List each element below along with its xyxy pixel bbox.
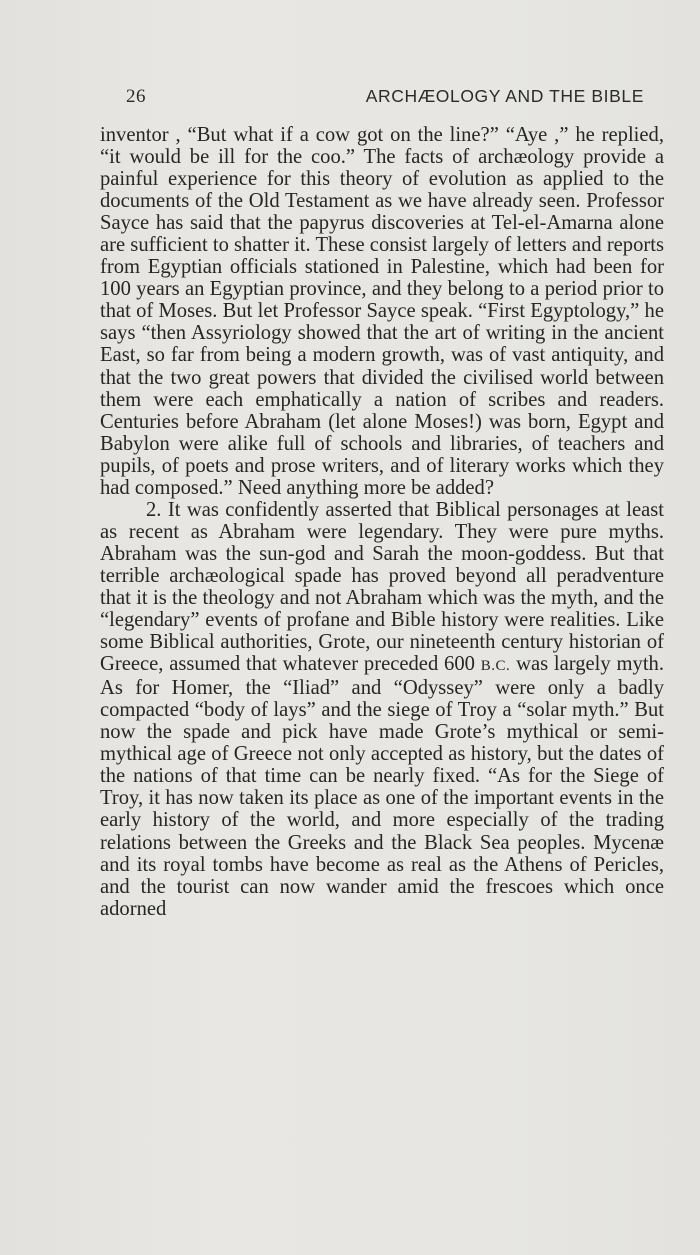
paragraph-2-text-end: was largely myth. As for Homer, the “Iliad” and “Odyssey” were only a badly compacted “body of lays” and the siege of Troy a “solar myth.” But now the spade and pick have made Grote’s mythical or semi-mythical age of Greece not only accepted as history, but the dates of the nations of that time can be nearly fixed. “As for the Siege of Troy, it has now taken its place as one of the important events in the early history of the world, and more especially of the trading relations between the Greeks and the Black Sea peoples. Mycenæ and its royal tombs have become as real as the Athens of Pericles, and the tourist can now wander amid the frescoes which once adorned [100, 653, 664, 920]
paragraph-2 [100, 499, 664, 920]
era-abbreviation: B.C. [480, 658, 511, 675]
running-head: ARCHÆOLOGY AND THE BIBLE [365, 86, 644, 106]
paragraph-2-text-start: 2. It was confidently asserted that Biblical personages at least as recent as Abraham were legendary. They were pure myths. Abraham was the sun-god and Sarah the moon-goddess. But that terrible archæological spade has proved beyond all peradventure that it is the theology and not Abraham which was the myth, and the “legendary” events of profane and Bible history were realities. Like some Biblical authorities, Grote, our nineteenth century historian of Greece, assumed that whatever preceded 600 [100, 498, 664, 676]
page-header [126, 86, 644, 110]
paragraph-1 [100, 124, 664, 499]
body-text [100, 124, 664, 920]
page-number: 26 [126, 86, 146, 107]
paragraph-1-text: inventor , “But what if a cow got on the line?” “Aye ,” he replied, “it would be ill for the coo.” The facts of archæology provide a painful experience for this theory of evolution as applied to the documents of the Old Testament as we have already seen. Professor Sayce has said that the papyrus discoveries at Tel-el-Amarna alone are sufficient to shatter it. These consist largely of letters and reports from Egyptian officials stationed in Palestine, which had been for 100 years an Egyptian province, and they belong to a period prior to that of Moses. But let Professor Sayce speak. “First Egyptology,” he says “then Assyriology showed that the art of writing in the ancient East, so far from being a modern growth, was of vast antiquity, and that the two great powers that divided the civilised world between them were each emphatically a nation of scribes and readers. Centuries before Abraham (let alone Moses!) was born, Egypt and Babylon were alike full of schools and libraries, of teachers and pupils, of poets and prose writers, and of literary works which they had composed.” Need anything more be added? [100, 124, 664, 499]
